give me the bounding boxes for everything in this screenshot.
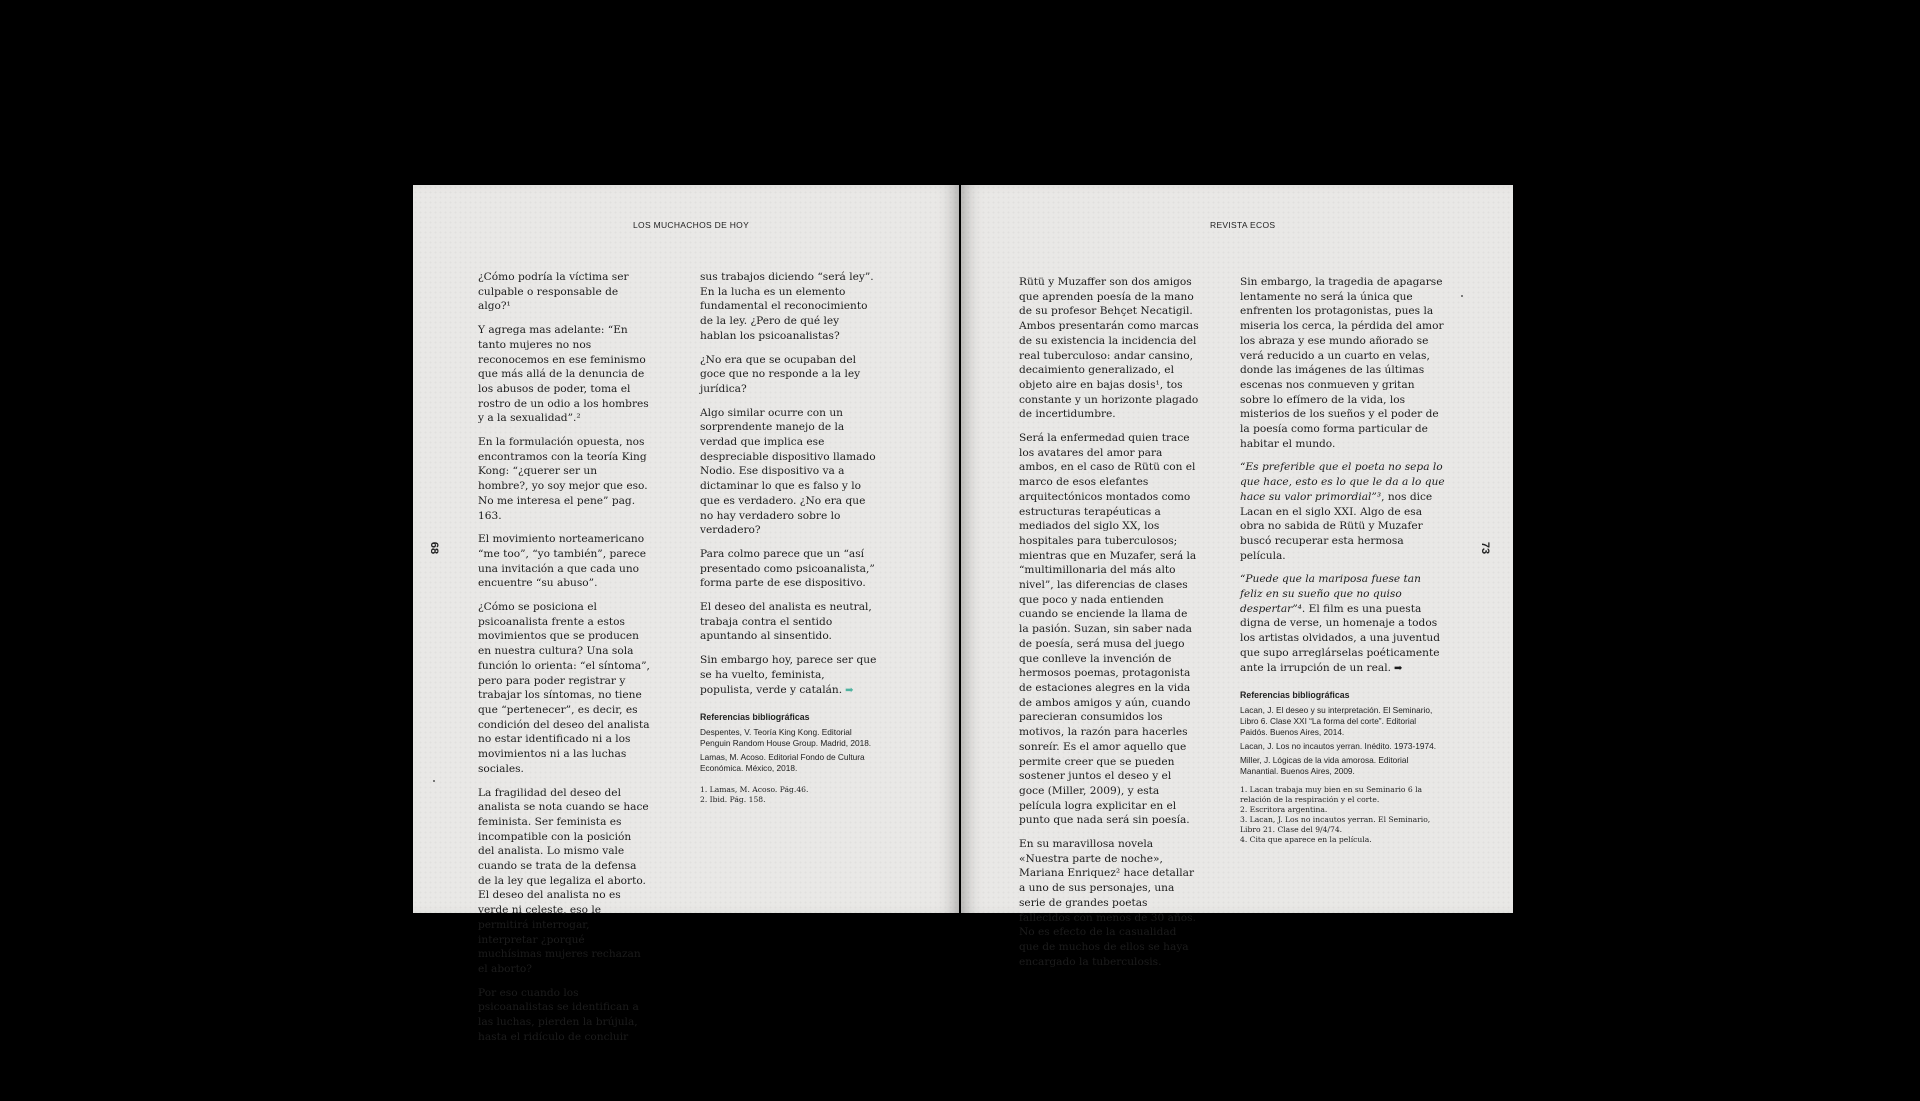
paragraph: ¿Cómo podría la víctima ser culpable o responsable de algo?¹ — [478, 271, 629, 313]
paragraph: ¿No era que se ocupaban del goce que no responde a la ley jurídica? — [700, 353, 861, 395]
paragraph: ¿Cómo se posiciona el psicoanalista frente a estos movimientos que se producen en nuestra cultura? Una sola función lo orienta: “el síntoma”, pero para poder registrar y trabajar los síntomas, no tiene que “pertenecer”, es decir, es condición del deseo del analista no estar identificado ni a los movimientos ni a las luchas sociales. — [478, 601, 650, 775]
footnote: 2. Ibid. Pág. 158. — [700, 795, 766, 804]
quote-text: “Es preferible que el poeta no sepa lo que hace, esto es lo que le da a lo que hace su valor primordial”³ — [1240, 461, 1445, 503]
page-number: 68 — [428, 541, 441, 555]
reference-item: Lacan, J. El deseo y su interpretación. El Seminario, Libro 6. Clase XXI “La forma del corte”. Editorial Paidós. Buenos Aires, 2014. — [1240, 705, 1433, 738]
references — [700, 712, 877, 774]
paragraph: Por eso cuando los psicoanalistas se identifican a las luchas, pierden la brújula, hasta el ridículo de concluir — [478, 986, 639, 1043]
reference-item: Miller, J. Lógicas de la vida amorosa. Editorial Manantial. Buenos Aires, 2009. — [1240, 755, 1409, 777]
text-column-2 — [700, 270, 877, 777]
quote-paragraph — [1240, 572, 1445, 676]
running-head: LOS MUCHACHOS DE HOY — [633, 220, 750, 230]
footnotes — [1240, 785, 1450, 845]
text-column-1 — [478, 270, 650, 1053]
paper-speck — [1461, 295, 1463, 297]
footnotes — [700, 785, 880, 805]
end-arrow-icon: ➡ — [1393, 662, 1403, 674]
paragraph: El movimiento norteamericano “me too”, “yo también”, parece una invitación a que cada uno encuentre “su abuso”. — [478, 533, 647, 590]
paragraph-text: Sin embargo hoy, parece ser que se ha vuelto, feminista, populista, verde y catalán. — [700, 654, 877, 696]
text-column-2 — [1240, 275, 1445, 780]
magazine-spread — [413, 185, 1513, 1043]
references — [1240, 690, 1445, 777]
paragraph: El deseo del analista es neutral, trabaja contra el sentido apuntando al sinsentido. — [700, 601, 872, 643]
references-title: Referencias bibliográficas — [1240, 690, 1350, 701]
right-page — [961, 185, 1513, 968]
running-head: REVISTA ECOS — [1210, 220, 1276, 230]
paragraph: Y agrega mas adelante: “En tanto mujeres no nos reconocemos en ese feminismo que más allá de la denuncia de los abusos de poder, toma el rostro de un odio a los hombres y a la sexualidad”.² — [478, 324, 649, 425]
page-number: 73 — [1479, 541, 1492, 555]
paragraph: sus trabajos diciendo “será ley”. En la lucha es un elemento fundamental el reconocimiento de la ley. ¿Pero de qué ley hablan los psicoanalistas? — [700, 271, 874, 342]
paragraph: En su maravillosa novela «Nuestra parte de noche», Mariana Enriquez² hace detallar a uno de sus personajes, una serie de grandes poetas fallecidos con menos de 30 años. No es efecto de la casualidad que de muchos de ellos se haya encargado la tuberculosis. — [1019, 838, 1196, 968]
paragraph-text: , nos dice Lacan en el siglo XXI. Algo de esa obra no sabida de Rütü y Muzafer buscó recuperar esta hermosa película. — [1240, 490, 1433, 562]
text-column-1 — [1019, 275, 1199, 978]
quote-text: “Puede que la mariposa fuese tan feliz en su sueño que no quiso despertar”⁴ — [1240, 573, 1421, 615]
paragraph — [700, 653, 877, 698]
end-arrow-icon: ➡ — [845, 684, 854, 696]
quote-paragraph — [1240, 460, 1445, 563]
paragraph: Será la enfermedad quien trace los avatares del amor para ambos, en el caso de Rütü con el marco de esos elefantes arquitectónicos montados como estructuras terapéuticas a mediados del siglo XX, los hospitales para tuberculosos; mientras que en Muzafer, será la “multimillonaria del más alto nivel”, las diferencias de clases que poco y nada entienden cuando se enciende la llama de la pasión. Suzan, sin saber nada de poesía, será musa del juego que conlleve la invención de hermosos poemas, protagonista de estaciones alegres en la vida de ambos amigos y aún, cuando parecieran consumidos los motivos, la razón para hacerles sonreír. Es el amor aquello que permite creer que se pueden sostener juntos el deseo y el goce (Miller, 2009), y esta película logra explicitar en el punto que nada será sin poesía. — [1019, 432, 1197, 827]
reference-item: Lamas, M. Acoso. Editorial Fondo de Cultura Económica. México, 2018. — [700, 752, 865, 774]
paragraph: Sin embargo, la tragedia de apagarse lentamente no será la única que enfrenten los protagonistas, pues la miseria los cerca, la pérdida del amor los abraza y ese mundo añorado se verá reducido a un cuarto en velas, donde las imágenes de las últimas escenas nos conmueven y gritan sobre lo efímero de la vida, los misterios de los sueños y el poder de la poesía como forma particular de habitar el mundo. — [1240, 276, 1444, 450]
paragraph: En la formulación opuesta, nos encontramos con la teoría King Kong: “¿querer ser un hombre?, yo soy mejor que eso. No me interesa el pene” pag. 163. — [478, 436, 648, 522]
paragraph: Algo similar ocurre con un sorprendente manejo de la verdad que implica ese despreciable dispositivo llamado Nodio. Ese dispositivo va a dictaminar lo que es falso y lo que es verdadero. ¿No era que no hay verdadero sobre lo verdadero? — [700, 406, 876, 537]
footnote: 1. Lamas, M. Acoso. Pág.46. — [700, 785, 809, 794]
references-title: Referencias bibliográficas — [700, 712, 810, 723]
footnote: 1. Lacan trabaja muy bien en su Seminario 6 la relación de la respiración y el corte. — [1240, 785, 1423, 804]
reference-item: Despentes, V. Teoría King Kong. Editorial Penguin Random House Group. Madrid, 2018. — [700, 727, 872, 749]
footnote: 2. Escritora argentina. — [1240, 805, 1328, 814]
left-page — [413, 185, 959, 1043]
paragraph: La fragilidad del deseo del analista se nota cuando se hace feminista. Ser feminista es incompatible con la posición del analista. Lo mismo vale cuando se trata de la defensa de la ley que legaliza el aborto. El deseo del analista no es verde ni celeste, eso le permitirá interrogar, interpretar ¿porqué muchísimas mujeres rechazan el aborto? — [478, 786, 649, 975]
footnote: 3. Lacan, J. Los no incautos yerran. El Seminario, Libro 21. Clase del 9/4/74. — [1240, 815, 1431, 834]
paragraph-text: . El film es una puesta digna de verse, un homenaje a todos los artistas olvidados, a una juventud que supo arreglárselas poéticamente ante la irrupción de un real. — [1240, 602, 1441, 674]
paragraph: Para colmo parece que un “así presentado como psicoanalista,” forma parte de ese dispositivo. — [700, 547, 875, 590]
reference-item: Lacan, J. Los no incautos yerran. Inédito. 1973-1974. — [1240, 741, 1437, 752]
footnote: 4. Cita que aparece en la película. — [1240, 835, 1372, 844]
paragraph: Rütü y Muzaffer son dos amigos que aprenden poesía de la mano de su profesor Behçet Necatigil. Ambos presentarán como marcas de su existencia la incidencia del real tuberculoso: andar cansino, decaimiento generalizado, el objeto aire en bajas dosis¹, tos constante y un horizonte plagado de incertidumbre. — [1019, 276, 1199, 421]
paper-speck — [433, 780, 435, 782]
